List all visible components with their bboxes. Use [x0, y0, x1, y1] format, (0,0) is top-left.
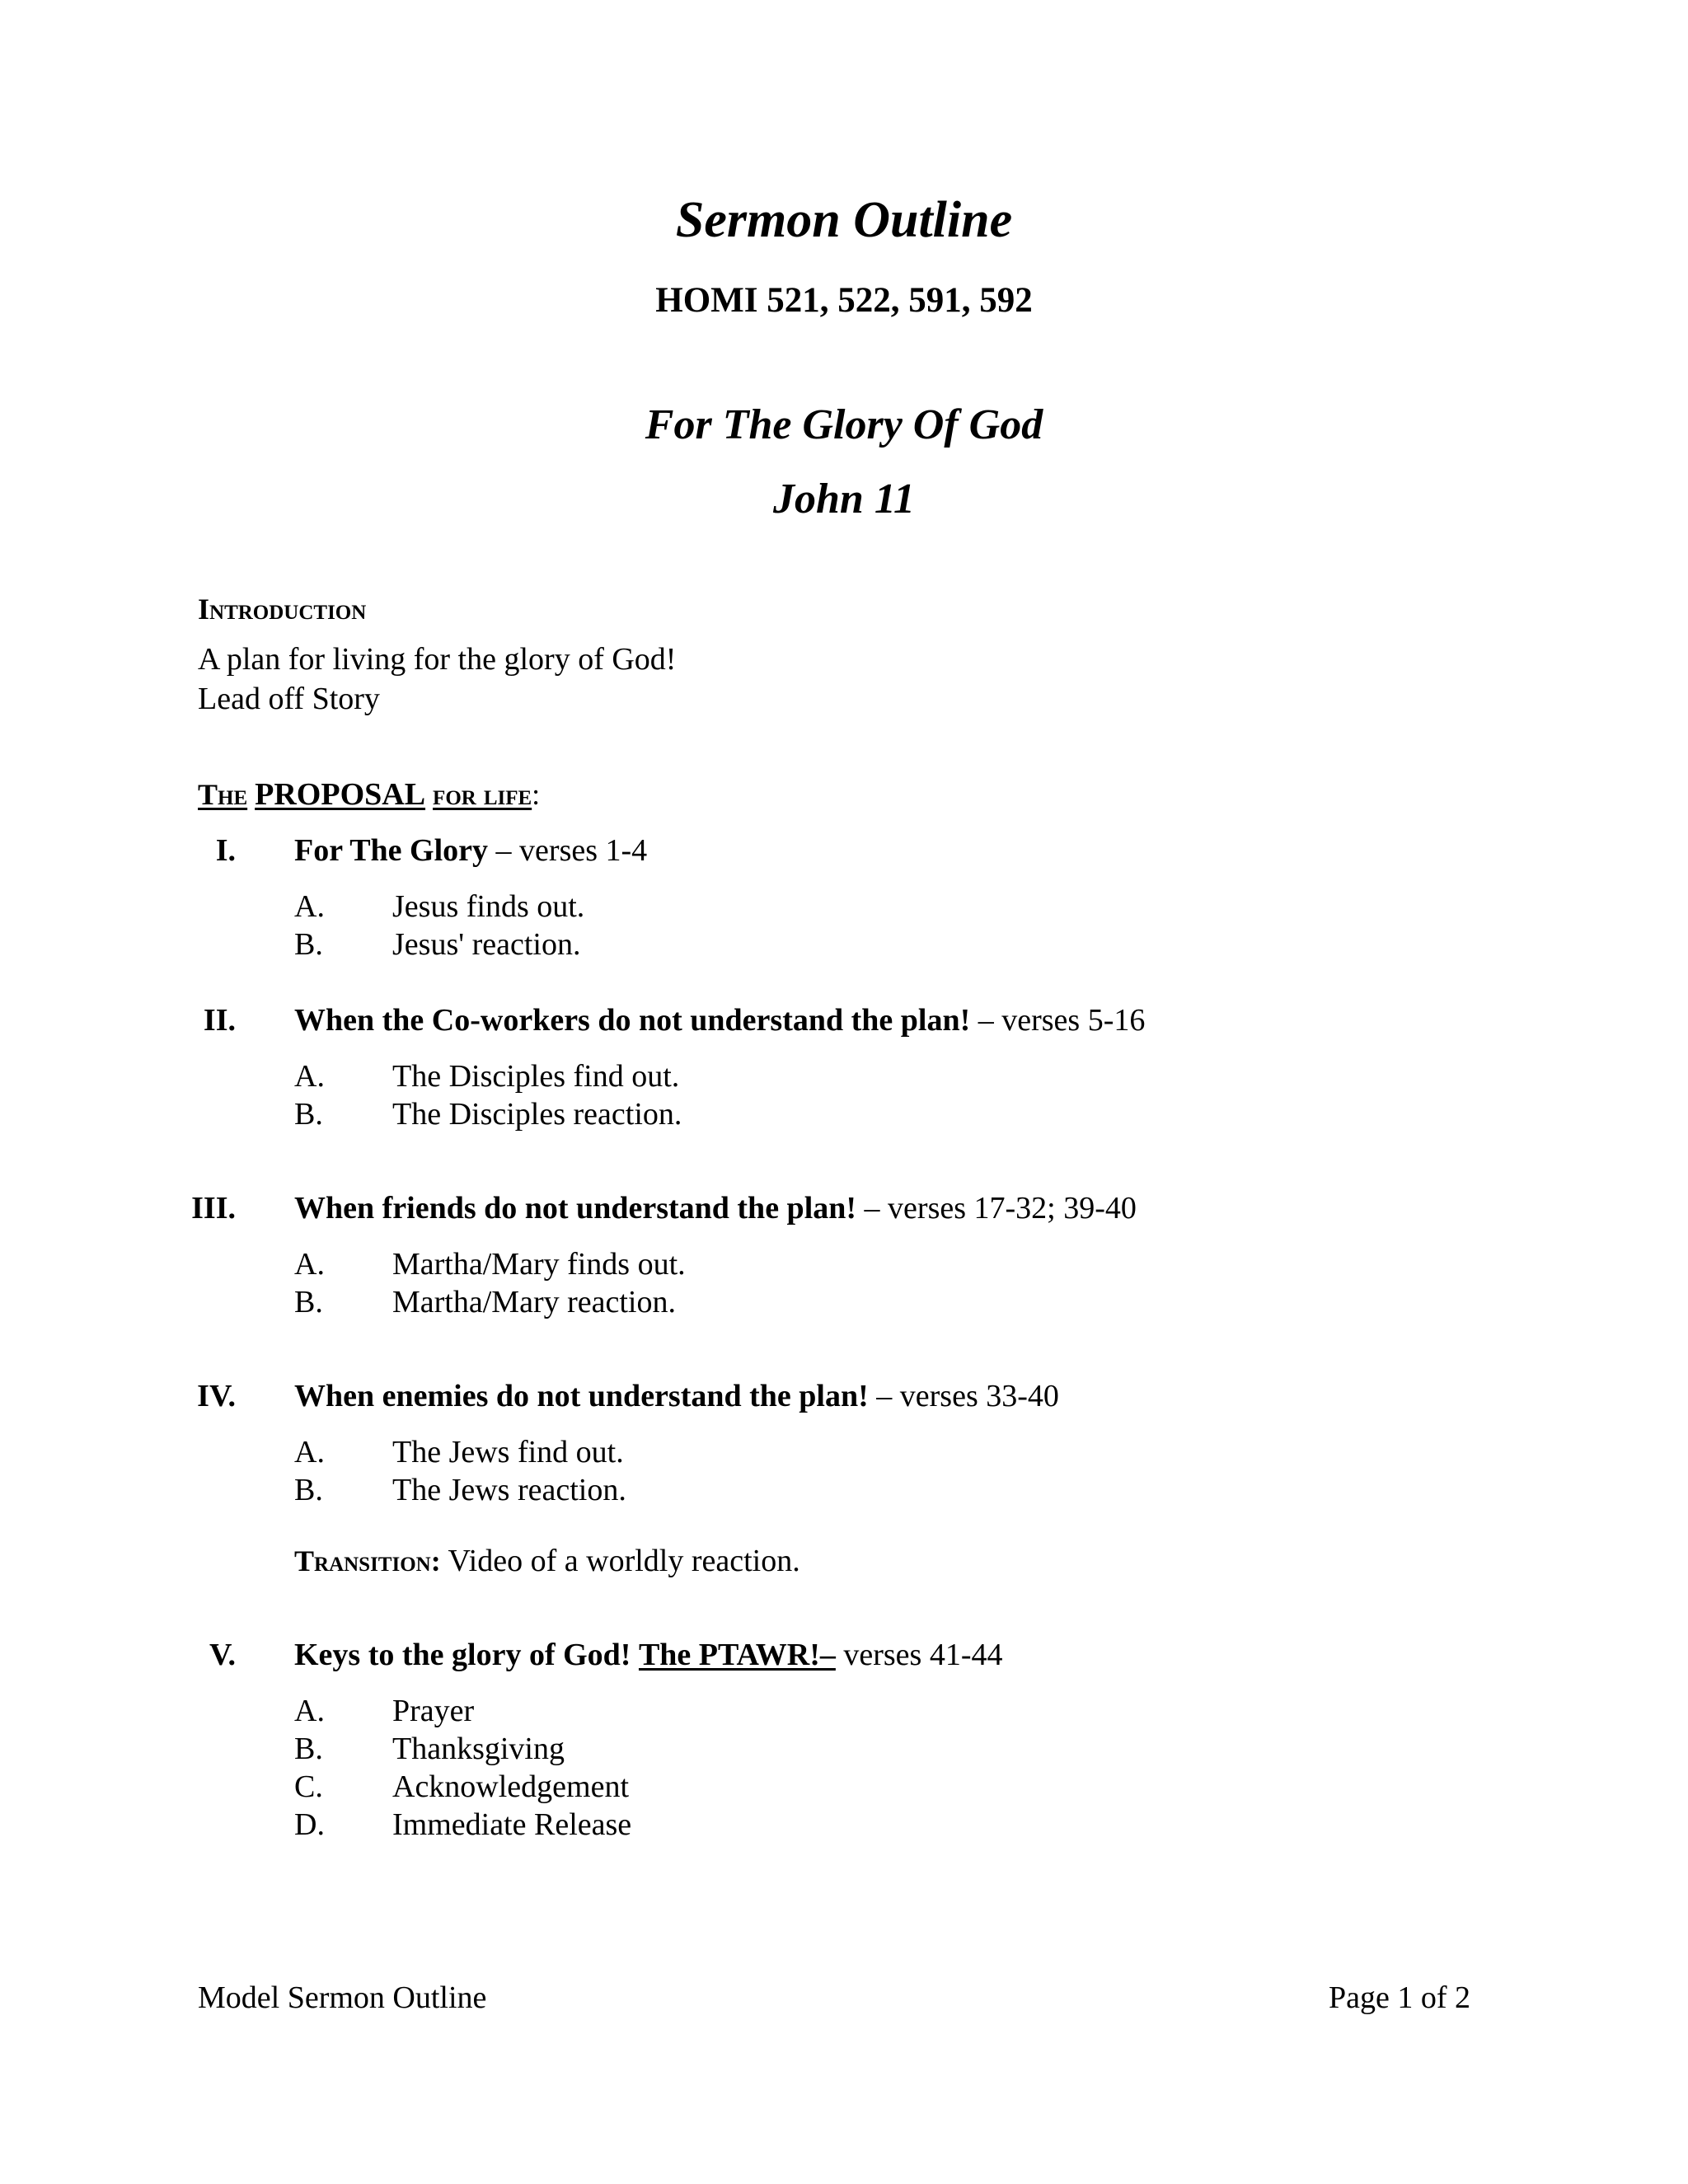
introduction-line: Lead off Story: [198, 682, 380, 716]
point-title: Keys to the glory of God!: [294, 1638, 631, 1672]
sub-point-text: The Disciples find out.: [392, 1059, 680, 1094]
sub-point-letter: C.: [294, 1769, 323, 1804]
footer-document-name: Model Sermon Outline: [198, 1980, 487, 2015]
sub-point-letter: A.: [294, 889, 325, 924]
sermon-title: For The Glory Of God: [645, 401, 1043, 448]
scripture-reference: John 11: [773, 476, 915, 523]
transition-label: Transition:: [294, 1544, 441, 1577]
point-title: When friends do not understand the plan!: [294, 1191, 857, 1226]
point-verses: – verses 33-40: [868, 1379, 1059, 1413]
point-heading: [294, 832, 647, 869]
sub-point-text: The Jews reaction.: [392, 1473, 626, 1507]
course-codes: HOMI 521, 522, 591, 592: [655, 281, 1033, 320]
sub-point-letter: A.: [294, 1694, 325, 1728]
sub-point-text: Martha/Mary finds out.: [392, 1247, 686, 1282]
point-numeral: V.: [209, 1638, 236, 1672]
point-verses: verses 41-44: [835, 1638, 1003, 1672]
sub-point-text: The Jews find out.: [392, 1435, 624, 1469]
sub-point-text: Thanksgiving: [392, 1732, 565, 1766]
sub-point-letter: A.: [294, 1435, 325, 1469]
point-numeral: IV.: [197, 1379, 236, 1413]
proposal-heading: [198, 776, 540, 813]
transition-text: Video of a worldly reaction.: [440, 1544, 800, 1578]
point-heading: [294, 1637, 1003, 1673]
introduction-heading: Introduction: [198, 593, 367, 626]
sub-point-letter: A.: [294, 1247, 325, 1282]
point-heading: [294, 1190, 1137, 1226]
sub-point-text: Jesus' reaction.: [392, 927, 581, 962]
point-verses: – verses 1-4: [488, 833, 648, 868]
point-title: When the Co-workers do not understand the plan!: [294, 1003, 971, 1038]
point-verses: – verses 5-16: [970, 1003, 1146, 1038]
sub-point-letter: B.: [294, 1473, 323, 1507]
document-title: Sermon Outline: [675, 192, 1013, 248]
sub-point-letter: A.: [294, 1059, 325, 1094]
sub-point-text: Jesus finds out.: [392, 889, 585, 924]
point-title: For The Glory: [294, 833, 489, 868]
sub-point-letter: B.: [294, 1285, 323, 1319]
point-verses: – verses 17-32; 39-40: [856, 1191, 1137, 1226]
sub-point-letter: B.: [294, 1732, 323, 1766]
point-heading: [294, 1378, 1059, 1414]
point-numeral: II.: [203, 1003, 236, 1038]
point-title: When enemies do not understand the plan!: [294, 1379, 869, 1413]
sub-point-letter: B.: [294, 927, 323, 962]
sub-point-text: Immediate Release: [392, 1807, 632, 1842]
proposal-heading-proposal: PROPOSAL: [255, 777, 426, 812]
sub-point-text: Acknowledgement: [392, 1769, 630, 1804]
point-numeral: I.: [215, 833, 236, 868]
sub-point-letter: D.: [294, 1807, 325, 1842]
proposal-heading-the: The: [198, 778, 248, 811]
point-heading: [294, 1002, 1145, 1038]
transition-line: [294, 1543, 800, 1579]
proposal-heading-for-life: for life: [433, 778, 532, 811]
proposal-heading-colon: :: [532, 778, 541, 811]
footer-page-number: Page 1 of 2: [1328, 1980, 1470, 2015]
ptawr-keyword: The PTAWR!–: [638, 1638, 836, 1672]
sub-point-text: Prayer: [392, 1694, 475, 1728]
sub-point-text: Martha/Mary reaction.: [392, 1285, 676, 1319]
point-numeral: III.: [191, 1191, 236, 1226]
sub-point-text: The Disciples reaction.: [392, 1097, 682, 1132]
introduction-line: A plan for living for the glory of God!: [198, 642, 677, 677]
sub-point-letter: B.: [294, 1097, 323, 1132]
